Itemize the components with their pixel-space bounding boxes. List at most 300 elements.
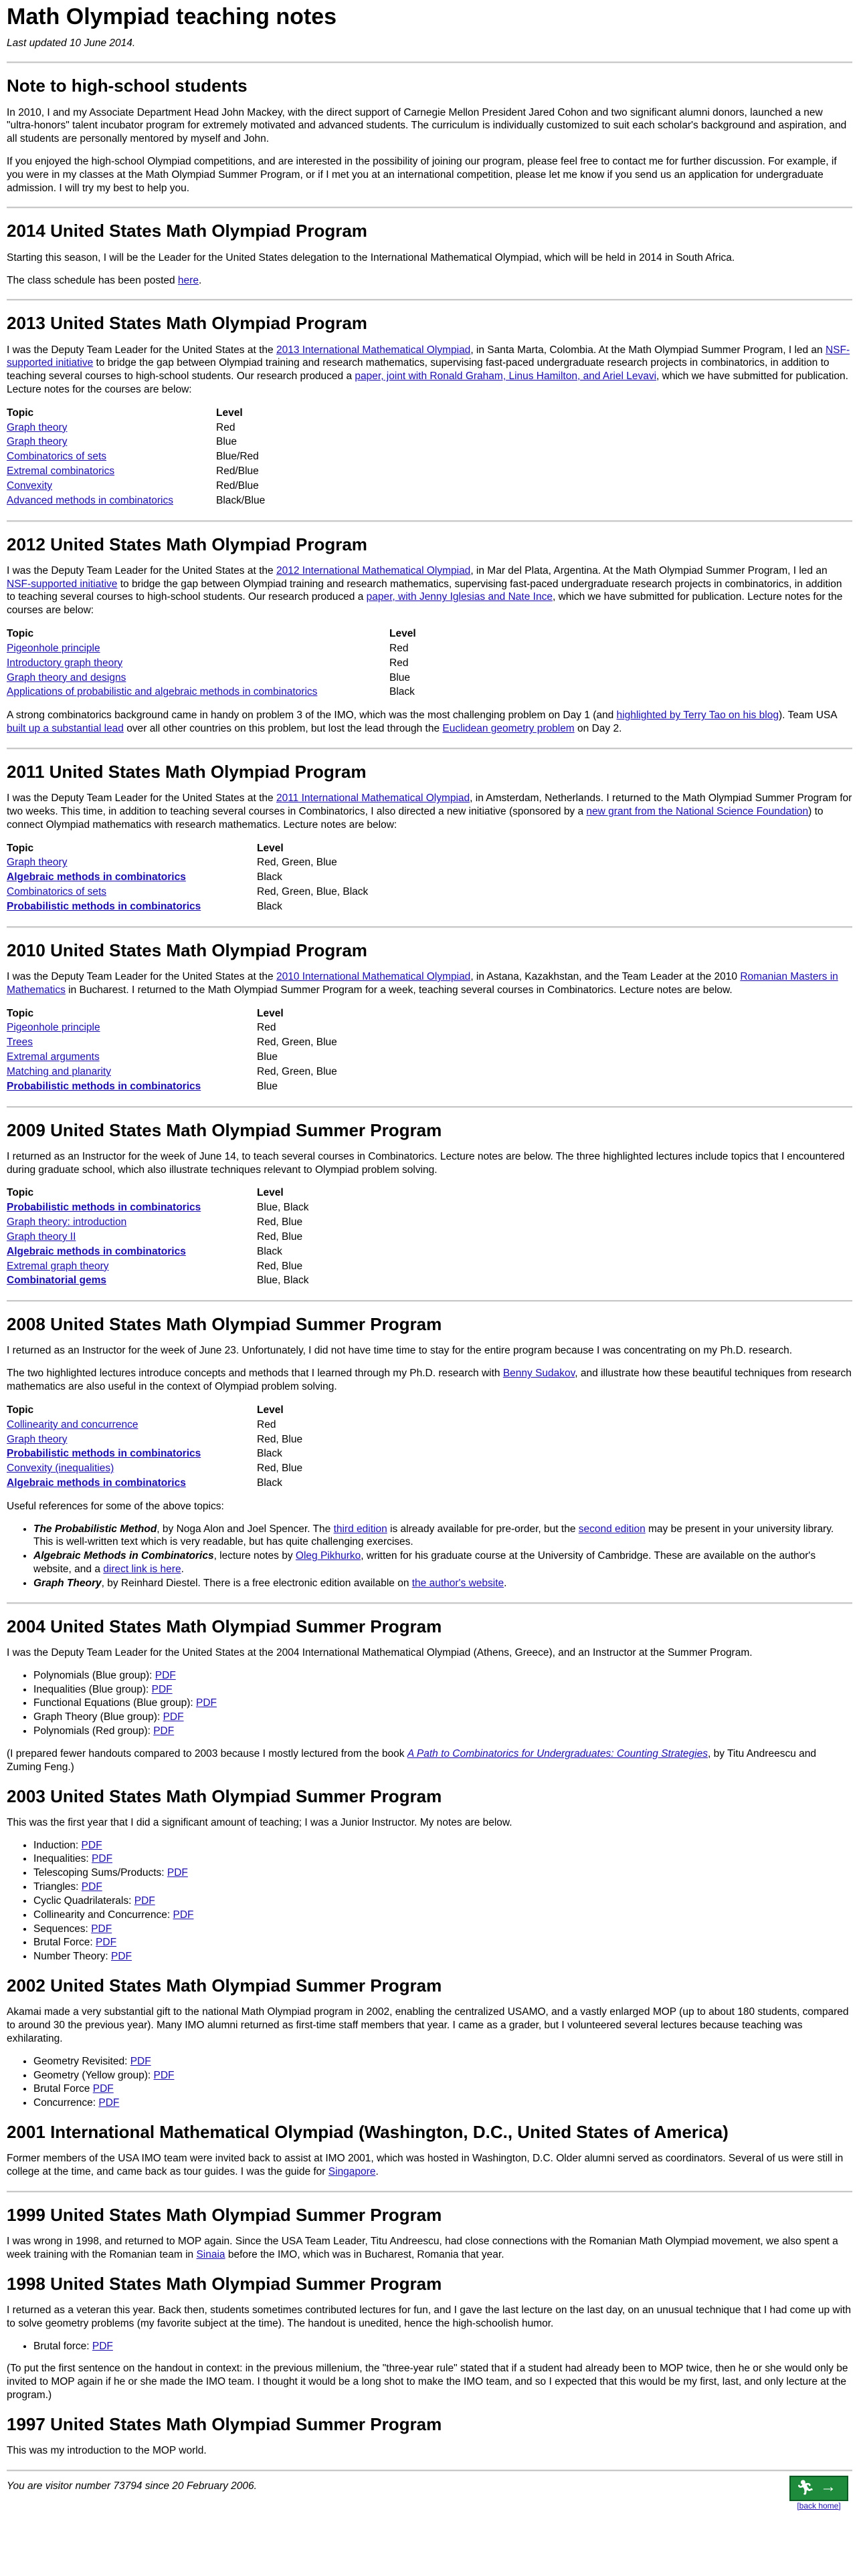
lecture-notes-table (7, 627, 416, 700)
table-row (7, 1245, 309, 1259)
lecture-notes-table (7, 1006, 337, 1094)
author-website-link[interactable]: the author's website (411, 1577, 504, 1589)
level-cell: Blue/Red (216, 451, 259, 463)
column-header-level: Level (257, 1404, 284, 1416)
section-heading: 2014 United States Math Olympiad Program (7, 221, 367, 241)
pdf-link[interactable]: PDF (81, 1881, 102, 1893)
handout-list (7, 1669, 852, 1738)
table-row (7, 641, 416, 656)
level-cell: Black (257, 871, 282, 883)
paragraph (7, 274, 852, 288)
topic-link[interactable]: Probabilistic methods in combinatorics (7, 1080, 201, 1092)
table-row (7, 1446, 302, 1461)
table-row (7, 1200, 309, 1215)
section-heading: 2010 United States Math Olympiad Program (7, 940, 367, 960)
topic-cell (7, 1461, 257, 1476)
paragraph: This was my introduction to the MOP world. (7, 2445, 207, 2457)
list-item (33, 2082, 852, 2096)
text: Collinearity and Concurrence: (33, 1909, 173, 1921)
divider (7, 1300, 852, 1302)
section-2002 (7, 1975, 852, 2110)
topic-cell (7, 1050, 257, 1065)
pdf-link[interactable]: PDF (111, 1951, 132, 1963)
topic-link[interactable]: Advanced methods in combinatorics (7, 494, 173, 506)
text: Concurrence: (33, 2097, 99, 2109)
level-cell: Red, Green, Blue (257, 857, 337, 869)
topic-cell (7, 479, 216, 494)
divider (7, 1602, 852, 1604)
footer (7, 2476, 852, 2511)
divider (7, 1106, 852, 1108)
list-item (33, 2069, 852, 2082)
topic-link[interactable]: Graph theory: introduction (7, 1216, 127, 1228)
topic-link[interactable]: Graph theory and designs (7, 671, 126, 683)
section-heading: 2011 United States Math Olympiad Program (7, 761, 367, 782)
topic-cell (7, 1245, 257, 1259)
topic-cell (7, 1021, 257, 1035)
level-cell: Red, Green, Blue (257, 1065, 337, 1077)
page-title: Math Olympiad teaching notes (7, 4, 337, 29)
topic-link[interactable]: Extremal combinatorics (7, 465, 115, 477)
level-cell: Blue (257, 1080, 278, 1092)
table-body (7, 641, 416, 700)
topic-cell (7, 435, 216, 449)
pdf-link[interactable]: PDF (195, 1697, 217, 1709)
level-cell: Black/Blue (216, 494, 266, 506)
pdf-link[interactable]: PDF (173, 1909, 194, 1921)
list-item (33, 1881, 852, 1894)
handout-list (7, 2055, 852, 2110)
imo-2012-link[interactable]: 2012 International Mathematical Olympiad (276, 564, 471, 576)
column-header-topic: Topic (7, 1007, 34, 1019)
section-heading: 1998 United States Math Olympiad Summer Program (7, 2273, 442, 2294)
level-cell: Red, Green, Blue, Black (257, 886, 369, 898)
section-2001 (7, 2122, 852, 2179)
pdf-link[interactable]: PDF (98, 2097, 120, 2109)
topic-cell (7, 1215, 257, 1230)
imo-2011-link[interactable]: 2011 International Mathematical Olympiad (276, 792, 470, 804)
paragraph: (To put the first sentence on the handout in context: in the previous millenium, the "three-year rule" stated that if a student had already been to MOP twice, then he or she would only be invited to MOP again if he or she made the IMO team. I thought it would be a long shot to make the IMO team, and so I expected that this would be my first, last, and only lecture at the program.) (7, 2363, 848, 2401)
divider (7, 207, 852, 209)
list-item (33, 1909, 852, 1922)
topic-link[interactable]: Graph theory (7, 421, 68, 433)
rmm-link[interactable]: Romanian Masters in Mathematics (7, 970, 838, 996)
nsf-grant-link[interactable]: new grant from the National Science Foundation (586, 805, 809, 817)
section-2003 (7, 1786, 852, 1963)
paragraph: I returned as a veteran this year. Back then, students sometimes contributed lectures for fun, and I gave the last lecture on the last day, on an unusual technique that I had come up with to solve geometry problems (my favorite subject at the time). The handout is unedited, hence the high-schoolish humor. (7, 2304, 851, 2329)
book-title: Graph Theory (33, 1577, 102, 1589)
pdf-link[interactable]: PDF (96, 1937, 117, 1949)
text: over all other countries on this problem, but lost the lead through the (123, 723, 443, 735)
text: Brutal force: (33, 2340, 92, 2352)
section-heading: 2013 United States Math Olympiad Program (7, 313, 367, 334)
paper-link[interactable]: paper, with Jenny Iglesias and Nate Ince (366, 591, 553, 603)
topic-link[interactable]: Extremal graph theory (7, 1260, 109, 1272)
second-edition-link[interactable]: second edition (578, 1523, 646, 1535)
table-row (7, 1461, 302, 1476)
text: Polynomials (Blue group): (33, 1669, 155, 1681)
list-item (33, 1866, 852, 1880)
level-cell: Black (257, 900, 282, 912)
column-header-level: Level (257, 1007, 284, 1019)
paragraph (7, 564, 852, 617)
topic-link[interactable]: Introductory graph theory (7, 657, 123, 669)
topic-link[interactable]: Convexity (inequalities) (7, 1463, 114, 1475)
divider (7, 299, 852, 301)
list-item (33, 1549, 852, 1576)
paragraph (7, 2152, 852, 2179)
text: Brutal Force: (33, 1937, 96, 1949)
topic-link[interactable]: Graph theory (7, 436, 68, 448)
list-item (33, 1936, 852, 1949)
topic-cell (7, 656, 389, 671)
topic-link[interactable]: Pigeonhole principle (7, 642, 100, 654)
table-row (7, 899, 368, 914)
topic-link[interactable]: Extremal arguments (7, 1051, 100, 1063)
section-2011 (7, 762, 852, 914)
pdf-link[interactable]: PDF (92, 2340, 113, 2352)
list-item (33, 1683, 852, 1697)
lecture-notes-table (7, 1403, 302, 1491)
column-header-level: Level (257, 842, 284, 854)
topic-cell (7, 464, 216, 479)
table-row (7, 1476, 302, 1491)
topic-link[interactable]: Matching and planarity (7, 1065, 111, 1077)
table-row (7, 1259, 309, 1274)
text: , by Titu Andreescu and Zuming Feng.) (7, 1747, 816, 1773)
table-body (7, 421, 265, 508)
column-header-topic: Topic (7, 628, 34, 640)
pdf-link[interactable]: PDF (92, 2083, 114, 2095)
topic-cell (7, 1259, 257, 1274)
divider (7, 2470, 852, 2472)
third-edition-link[interactable]: third edition (333, 1523, 387, 1535)
text: Former members of the USA IMO team were invited back to assist at IMO 2001, which was hosted in Washington, D.C. Older alumni served as coordinators. Several of us were still in college at the time, and came back as tour guides. I was the guide for (7, 2153, 844, 2178)
table-body (7, 855, 368, 914)
schedule-link[interactable]: here (177, 274, 199, 286)
topic-cell (7, 899, 257, 914)
text: The class schedule has been posted (7, 274, 178, 286)
section-2008 (7, 1314, 852, 1590)
text: to bridge the gap between Olympiad training and research mathematics, supervising fast-paced undergraduate research projects in combinatorics, in addition to teaching several courses to high-school students. Our research produced a (7, 578, 842, 603)
text: , written for his graduate course at the University of Cambridge. These are available on the author's website, and a (33, 1550, 816, 1576)
topic-cell (7, 1230, 257, 1245)
level-cell: Black (389, 686, 415, 698)
section-2014 (7, 221, 852, 287)
text: ) to connect Olympiad mathematics with research mathematics. Lecture notes are below: (7, 805, 824, 831)
references-list (7, 1523, 852, 1590)
topic-cell (7, 421, 216, 435)
level-cell: Red (257, 1022, 276, 1034)
text: Brutal Force (33, 2083, 93, 2095)
pdf-link[interactable]: PDF (151, 1683, 173, 1695)
table-row (7, 1418, 302, 1432)
column-header-topic: Topic (7, 407, 34, 419)
list-item (33, 1852, 852, 1866)
topic-link[interactable]: Combinatorics of sets (7, 886, 107, 898)
section-1998 (7, 2274, 852, 2402)
geometry-problem-link[interactable]: Euclidean geometry problem (442, 723, 575, 735)
text: ). Team USA (778, 710, 837, 722)
topic-cell (7, 1476, 257, 1491)
table-row (7, 464, 265, 479)
pdf-link[interactable]: PDF (155, 1669, 176, 1681)
level-cell: Black (257, 1245, 282, 1257)
imo-2013-link[interactable]: 2013 International Mathematical Olympiad (276, 344, 471, 356)
text: . (198, 274, 202, 286)
text: Inequalities (Blue group): (33, 1683, 152, 1695)
column-header-level: Level (389, 628, 416, 640)
section-2009 (7, 1120, 852, 1289)
section-heading: 1999 United States Math Olympiad Summer Program (7, 2204, 442, 2225)
nsf-initiative-link[interactable]: NSF-supported initiative (7, 344, 850, 369)
level-cell: Red (257, 1418, 276, 1430)
topic-link[interactable]: Graph theory (7, 857, 68, 869)
text: (I prepared fewer handouts compared to 2003 because I mostly lectured from the book (7, 1747, 407, 1759)
topic-cell (7, 1418, 257, 1432)
topic-link[interactable]: Probabilistic methods in combinatorics (7, 900, 201, 912)
list-item (33, 1725, 852, 1738)
topic-cell (7, 1035, 257, 1050)
level-cell: Blue, Black (257, 1202, 309, 1214)
level-cell: Red/Blue (216, 465, 259, 477)
topic-cell (7, 855, 257, 870)
topic-cell (7, 1446, 257, 1461)
topic-link[interactable]: Applications of probabilistic and algebraic methods in combinatorics (7, 686, 318, 698)
paragraph (7, 792, 852, 831)
section-heading: 2003 United States Math Olympiad Summer Program (7, 1786, 442, 1806)
paragraph: If you enjoyed the high-school Olympiad competitions, and are interested in the possibility of joining our program, please feel free to contact me for further discussion. For example, if you were in my classes at the Math Olympiad Summer Program, or if I met you at an international competition, please let me know if you send us an application for undergraduate admission. I will try my best to help you. (7, 156, 837, 194)
level-cell: Red, Blue (257, 1260, 303, 1272)
book-title: A Path to Combinatorics for Undergraduates: Counting Strategies (407, 1747, 708, 1759)
level-cell: Red/Blue (216, 479, 259, 492)
sudakov-link[interactable]: Benny Sudakov (502, 1368, 575, 1380)
text: to bridge the gap between Olympiad training and research mathematics, supervising fast-paced undergraduate research projects in combinatorics, in addition to teaching several courses to high-school students. Our research produced a (7, 357, 830, 383)
book-link[interactable] (407, 1748, 708, 1759)
text: Polynomials (Red group): (33, 1725, 154, 1737)
table-row (7, 885, 368, 899)
pdf-link[interactable]: PDF (167, 1867, 188, 1879)
text: . (504, 1577, 507, 1589)
level-cell: Red, Green, Blue (257, 1037, 337, 1049)
book-title: Algebraic Methods in Combinatorics (33, 1550, 214, 1562)
sinaia-link[interactable]: Sinaia (196, 2248, 225, 2260)
divider (7, 748, 852, 750)
lecture-notes-table (7, 841, 368, 914)
pdf-link[interactable]: PDF (153, 1725, 175, 1737)
table-body (7, 1021, 337, 1093)
table-row (7, 1035, 337, 1050)
pdf-link[interactable]: PDF (91, 1923, 112, 1935)
table-row (7, 479, 265, 494)
table-row (7, 1230, 309, 1245)
paragraph: In 2010, I and my Associate Department Head John Mackey, with the direct support of Carnegie Mellon President Jared Cohon and two significant alumni donors, launched a new "ultra-honors" talent incubator program for extremely motivated and advanced students. The curriculum is individually customized to suit each scholar's background and aspiration, and all students are personally mentored by myself and John. (7, 106, 847, 145)
column-header-topic: Topic (7, 842, 34, 854)
list-item (33, 1839, 852, 1852)
table-row (7, 435, 265, 449)
table-row (7, 1432, 302, 1447)
level-cell: Red, Blue (257, 1463, 303, 1475)
paragraph (7, 709, 852, 736)
pdf-link[interactable]: PDF (81, 1839, 102, 1851)
topic-cell (7, 1065, 257, 1079)
text: . (375, 2166, 379, 2178)
level-cell: Red (389, 657, 409, 669)
text: Graph Theory (Blue group): (33, 1711, 163, 1723)
topic-cell (7, 685, 389, 700)
table-row (7, 494, 265, 508)
lecture-notes-table (7, 406, 265, 508)
text: I was the Deputy Team Leader for the United States at the (7, 564, 276, 576)
topic-cell (7, 1273, 257, 1288)
divider (7, 520, 852, 522)
text: is already available for pre-order, but the (387, 1523, 579, 1535)
list-item (33, 1523, 852, 1549)
text: Functional Equations (Blue group): (33, 1697, 196, 1709)
section-heading: 2004 United States Math Olympiad Summer Program (7, 1616, 442, 1636)
text: I was the Deputy Team Leader for the United States at the (7, 970, 276, 982)
topic-link[interactable]: Convexity (7, 479, 53, 492)
handout-list (7, 1839, 852, 1963)
exit-sign-icon[interactable]: 🏃︎ → (789, 2476, 848, 2501)
divider (7, 2191, 852, 2193)
text: Triangles: (33, 1881, 82, 1893)
home-nav[interactable] (789, 2476, 848, 2511)
text: , by Reinhard Diestel. There is a free electronic edition available on (101, 1577, 412, 1589)
table-row (7, 671, 416, 685)
nsf-initiative-link[interactable]: NSF-supported initiative (7, 578, 118, 590)
level-cell: Red, Blue (257, 1433, 303, 1445)
pdf-link[interactable]: PDF (130, 2055, 151, 2067)
text: Inequalities: (33, 1853, 92, 1865)
paragraph (7, 344, 852, 397)
topic-cell (7, 1200, 257, 1215)
text: , which we have submitted for publication. Lecture notes for the courses are below: (7, 370, 848, 395)
text: I was the Deputy Team Leader for the United States at the (7, 344, 276, 356)
text: before the IMO, which was in Bucharest, Romania that year. (225, 2248, 504, 2260)
table-row (7, 449, 265, 464)
topic-link[interactable]: Probabilistic methods in combinatorics (7, 1202, 201, 1214)
text: , in Mar del Plata, Argentina. At the Math Olympiad Summer Program, I led an (470, 564, 828, 576)
level-cell: Black (257, 1477, 282, 1489)
pikhurko-link[interactable]: Oleg Pikhurko (295, 1550, 361, 1562)
text: , in Amsterdam, Netherlands. I returned to the Math Olympiad Summer Program for two weeks. This time, in addition to teaching several courses in Combinatorics, I also directed a new initiative (sponsored by a (7, 792, 852, 817)
back-home-link[interactable]: [back home] (797, 2500, 841, 2510)
section-heading: Note to high-school students (7, 76, 248, 96)
topic-cell (7, 671, 389, 685)
level-cell: Red, Blue (257, 1216, 303, 1228)
text: , lecture notes by (213, 1550, 296, 1562)
paragraph (7, 1367, 852, 1394)
pdf-link[interactable]: PDF (134, 1895, 155, 1907)
topic-link[interactable]: Combinatorial gems (7, 1275, 106, 1287)
topic-link[interactable]: Trees (7, 1037, 33, 1049)
text: Geometry Revisited: (33, 2055, 130, 2067)
text: Cyclic Quadrilaterals: (33, 1895, 134, 1907)
text: A strong combinatorics background came in handy on problem 3 of the IMO, which was the most challenging problem on Day 1 (and (7, 710, 617, 722)
list-item (33, 1923, 852, 1936)
level-cell: Black (257, 1448, 282, 1460)
list-item (33, 1669, 852, 1683)
book-title: The Probabilistic Method (33, 1523, 157, 1535)
text: , which we have submitted for publication. Lecture notes for the courses are below: (7, 591, 843, 617)
tao-blog-link[interactable]: highlighted by Terry Tao on his blog (616, 710, 779, 722)
lead-link[interactable]: built up a substantial lead (7, 723, 124, 735)
paragraph (7, 970, 852, 997)
pdf-link[interactable]: PDF (92, 1853, 113, 1865)
text: , and illustrate how these beautiful techniques from research mathematics are also useful in the context of Olympiad problem solving. (7, 1368, 852, 1393)
text: I was the Deputy Team Leader for the United States at the (7, 792, 276, 804)
paragraph: I returned as an Instructor for the week of June 23. Unfortunately, I did not have time time to stay for the entire program because I was concentrating on my Ph.D. research. (7, 1345, 793, 1357)
column-header-level: Level (257, 1187, 284, 1199)
topic-cell (7, 494, 216, 508)
paragraph (7, 1747, 852, 1774)
table-row (7, 855, 368, 870)
section-high-school (7, 76, 852, 195)
section-heading: 2009 United States Math Olympiad Summer Program (7, 1119, 442, 1140)
topic-link[interactable]: Graph theory (7, 1433, 68, 1445)
table-row (7, 1065, 337, 1079)
section-1997 (7, 2414, 852, 2458)
topic-cell (7, 885, 257, 899)
topic-link[interactable]: Combinatorics of sets (7, 451, 107, 463)
section-2010 (7, 940, 852, 1094)
text: may be present in your university library. This is well-written text which is very readable, but has quite challenging exercises. (33, 1523, 834, 1548)
level-cell: Blue (257, 1051, 278, 1063)
paper-link[interactable]: paper, joint with Ronald Graham, Linus Hamilton, and Ariel Levavi (355, 370, 657, 383)
imo-2010-link[interactable]: 2010 International Mathematical Olympiad (276, 970, 471, 982)
paragraph: This was the first year that I did a significant amount of teaching; I was a Junior Instructor. My notes are below. (7, 1816, 512, 1828)
text: , in Santa Marta, Colombia. At the Math Olympiad Summer Program, I led an (470, 344, 826, 356)
visitor-counter: You are visitor number 73794 since 20 February 2006. (7, 2480, 257, 2492)
topic-cell (7, 1079, 257, 1094)
topic-cell (7, 870, 257, 885)
pdf-link[interactable]: PDF (163, 1711, 184, 1723)
direct-link[interactable]: direct link is here (103, 1564, 181, 1576)
topic-link[interactable]: Collinearity and concurrence (7, 1418, 138, 1430)
section-2013 (7, 313, 852, 508)
topic-cell (7, 641, 389, 656)
list-item (33, 2340, 852, 2353)
topic-link[interactable]: Algebraic methods in combinatorics (7, 1477, 186, 1489)
pdf-link[interactable]: PDF (153, 2069, 175, 2081)
topic-link[interactable]: Algebraic methods in combinatorics (7, 1245, 186, 1257)
table-row (7, 685, 416, 700)
level-cell: Red, Blue (257, 1230, 303, 1243)
divider (7, 62, 852, 64)
level-cell: Blue (389, 671, 411, 683)
column-header-level: Level (216, 407, 243, 419)
topic-link[interactable]: Probabilistic methods in combinatorics (7, 1448, 201, 1460)
topic-link[interactable]: Graph theory II (7, 1230, 76, 1243)
table-row (7, 870, 368, 885)
list-item (33, 1711, 852, 1724)
topic-link[interactable]: Pigeonhole principle (7, 1022, 100, 1034)
section-heading: 2001 International Mathematical Olympiad (Washington, D.C., United States of America) (7, 2122, 729, 2143)
table-row (7, 656, 416, 671)
level-cell: Red (216, 421, 235, 433)
topic-link[interactable]: Algebraic methods in combinatorics (7, 871, 186, 883)
section-heading: 1997 United States Math Olympiad Summer Program (7, 2413, 442, 2434)
text: Geometry (Yellow group): (33, 2069, 154, 2081)
topic-cell (7, 449, 216, 464)
text: Number Theory: (33, 1951, 112, 1963)
section-heading: 2002 United States Math Olympiad Summer Program (7, 1975, 442, 1996)
table-row (7, 1021, 337, 1035)
table-row (7, 421, 265, 435)
paragraph: Akamai made a very substantial gift to the national Math Olympiad program in 2002, enabling the centralized USAMO, and a vastly enlarged MOP (up to about 180 students, compared to around 30 the previous year). Many IMO alumni returned as first-time staff members that year. I came as a grader, but I volunteered several lectures because teaching was exhilarating. (7, 2006, 849, 2044)
singapore-link[interactable]: Singapore (328, 2166, 376, 2178)
